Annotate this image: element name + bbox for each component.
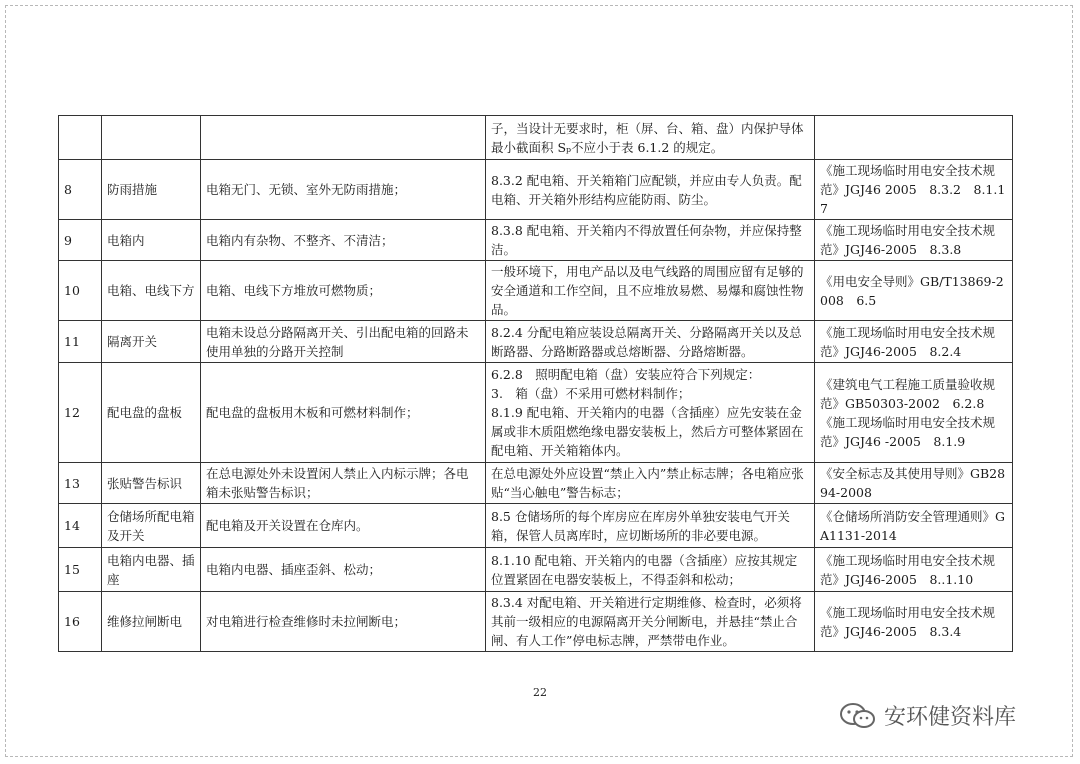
row-number: 14 <box>59 504 102 548</box>
hazard-description: 在总电源处外未设置闲人禁止入内标示牌；各电箱未张贴警告标识； <box>201 463 486 504</box>
regulation-requirement: 8.3.8 配电箱、开关箱内不得放置任何杂物，并应保持整洁。 <box>486 220 815 261</box>
row-number: 16 <box>59 592 102 652</box>
table-row <box>59 116 1013 160</box>
check-item <box>102 116 201 160</box>
reference-standard: 《施工现场临时用电安全技术规范》JGJ46 2005 8.3.2 8.1.17 <box>815 160 1013 220</box>
watermark-text: 安环健资料库 <box>884 705 1017 730</box>
row-number: 8 <box>59 160 102 220</box>
reference-standard <box>815 116 1013 160</box>
reference-standard: 《施工现场临时用电安全技术规范》JGJ46-2005 8.3.8 <box>815 220 1013 261</box>
row-number: 13 <box>59 463 102 504</box>
hazard-description: 对电箱进行检查维修时未拉闸断电； <box>201 592 486 652</box>
check-item: 电箱内电器、插座 <box>102 548 201 592</box>
check-item: 仓储场所配电箱及开关 <box>102 504 201 548</box>
check-item: 维修拉闸断电 <box>102 592 201 652</box>
reference-standard: 《施工现场临时用电安全技术规范》JGJ46-2005 8..1.10 <box>815 548 1013 592</box>
reference-standard: 《安全标志及其使用导则》GB2894-2008 <box>815 463 1013 504</box>
check-item: 电箱内 <box>102 220 201 261</box>
page-number: 22 <box>533 686 547 699</box>
hazard-description: 电箱、电线下方堆放可燃物质； <box>201 261 486 321</box>
hazard-table <box>58 115 1013 652</box>
hazard-description: 配电箱及开关设置在仓库内。 <box>201 504 486 548</box>
reference-standard: 《仓储场所消防安全管理通则》GA1131-2014 <box>815 504 1013 548</box>
regulation-requirement: 在总电源处外应设置“禁止入内”禁止标志牌；各电箱应张贴“当心触电”警告标志； <box>486 463 815 504</box>
regulation-requirement: 8.1.10 配电箱、开关箱内的电器（含插座）应按其规定位置紧固在电器安装板上，不得歪斜和松动； <box>486 548 815 592</box>
reference-standard: 《施工现场临时用电安全技术规范》JGJ46-2005 8.3.4 <box>815 592 1013 652</box>
regulation-requirement: 一般环境下，用电产品以及电气线路的周围应留有足够的安全通道和工作空间，且不应堆放易燃、易爆和腐蚀性物品。 <box>486 261 815 321</box>
row-number: 11 <box>59 321 102 363</box>
row-number <box>59 116 102 160</box>
regulation-requirement: 子，当设计无要求时，柜（屏、台、箱、盘）内保护导体最小截面积 Sₚ不应小于表 6.1.2 的规定。 <box>486 116 815 160</box>
check-item: 防雨措施 <box>102 160 201 220</box>
check-item: 配电盘的盘板 <box>102 363 201 463</box>
table-row <box>59 592 1013 652</box>
hazard-description: 配电盘的盘板用木板和可燃材料制作； <box>201 363 486 463</box>
table-row <box>59 321 1013 363</box>
regulation-requirement: 6.2.8 照明配电箱（盘）安装应符合下列规定： 3. 箱（盘）不采用可燃材料制作； 8.1.9 配电箱、开关箱内的电器（含插座）应先安装在金属或非木质阻燃绝缘电器安装板上，然后方可整体紧固在配电箱、开关箱箱体内。 <box>486 363 815 463</box>
table-row <box>59 160 1013 220</box>
reference-standard: 《用电安全导则》GB/T13869-2008 6.5 <box>815 261 1013 321</box>
check-item: 电箱、电线下方 <box>102 261 201 321</box>
row-number: 9 <box>59 220 102 261</box>
row-number: 15 <box>59 548 102 592</box>
table-row <box>59 261 1013 321</box>
regulation-requirement: 8.2.4 分配电箱应装设总隔离开关、分路隔离开关以及总断路器、分路断路器或总熔断器、分路熔断器。 <box>486 321 815 363</box>
hazard-description: 电箱内电器、插座歪斜、松动； <box>201 548 486 592</box>
row-number: 10 <box>59 261 102 321</box>
hazard-description <box>201 116 486 160</box>
check-item: 张贴警告标识 <box>102 463 201 504</box>
hazard-table-body <box>59 116 1013 652</box>
regulation-requirement: 8.3.4 对配电箱、开关箱进行定期维修、检查时，必须将其前一级相应的电源隔离开关分闸断电，并悬挂“禁止合闸、有人工作”停电标志牌，严禁带电作业。 <box>486 592 815 652</box>
hazard-description: 电箱未设总分路隔离开关、引出配电箱的回路未使用单独的分路开关控制 <box>201 321 486 363</box>
watermark <box>838 700 1016 731</box>
table-row <box>59 363 1013 463</box>
reference-standard: 《建筑电气工程施工质量验收规范》GB50303-2002 6.2.8 《施工现场临时用电安全技术规范》JGJ46 -2005 8.1.9 <box>815 363 1013 463</box>
regulation-requirement: 8.3.2 配电箱、开关箱箱门应配锁，并应由专人负责。配电箱、开关箱外形结构应能防雨、防尘。 <box>486 160 815 220</box>
table-row <box>59 463 1013 504</box>
hazard-description: 电箱无门、无锁、室外无防雨措施； <box>201 160 486 220</box>
row-number: 12 <box>59 363 102 463</box>
hazard-description: 电箱内有杂物、不整齐、不清洁； <box>201 220 486 261</box>
table-row <box>59 548 1013 592</box>
table-row <box>59 220 1013 261</box>
check-item: 隔离开关 <box>102 321 201 363</box>
table-row <box>59 504 1013 548</box>
regulation-requirement: 8.5 仓储场所的每个库房应在库房外单独安装电气开关箱，保管人员离库时，应切断场所的非必要电源。 <box>486 504 815 548</box>
wechat-icon <box>838 701 878 731</box>
reference-standard: 《施工现场临时用电安全技术规范》JGJ46-2005 8.2.4 <box>815 321 1013 363</box>
